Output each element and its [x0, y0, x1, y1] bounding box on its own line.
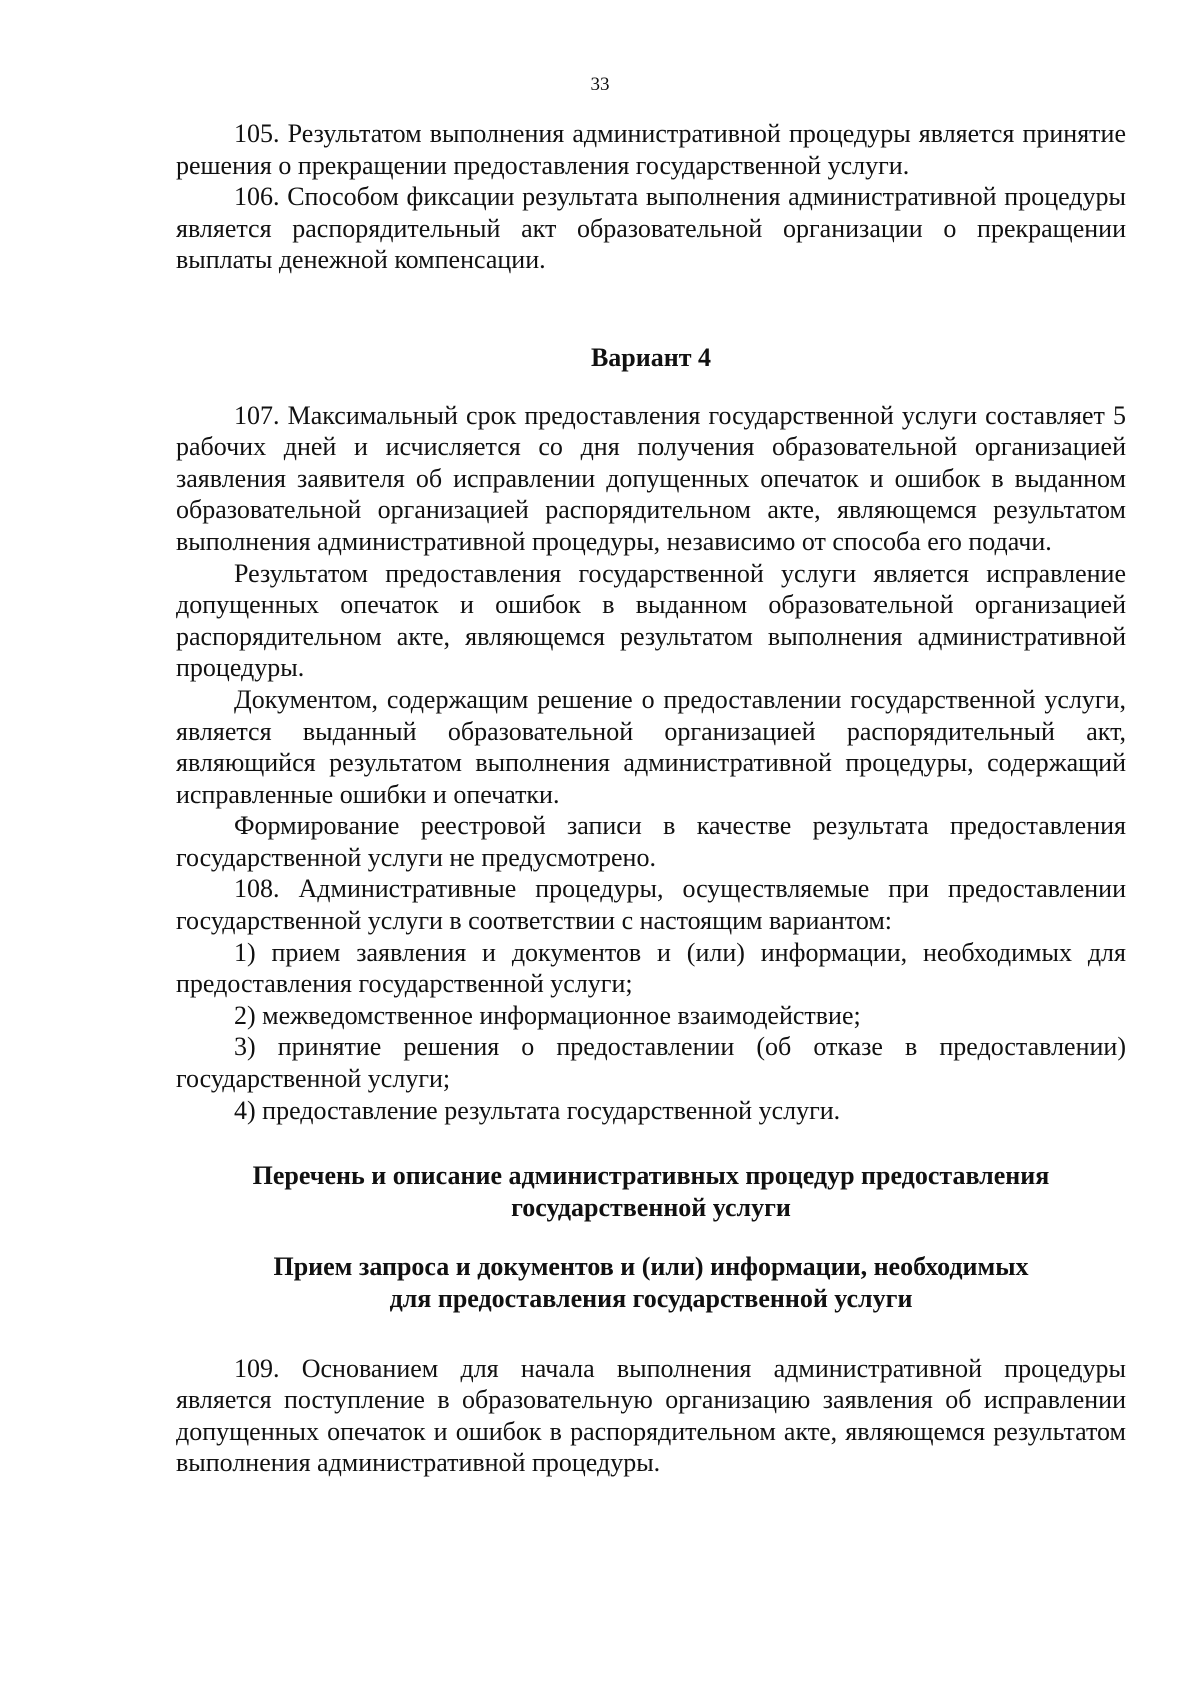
section-heading-procedures: [176, 1160, 1126, 1223]
paragraph-106: 106. Способом фиксации результата выполнения административной процедуры является распорядительный акт образовательной организации о прекращении выплаты денежной компенсации.: [176, 182, 1126, 275]
paragraph-105: 105. Результатом выполнения административной процедуры является принятие решения о прекращении предоставления государственной услуги.: [176, 119, 1126, 180]
paragraph-registry: Формирование реестровой записи в качестве результата предоставления государственной услуги не предусмотрено.: [176, 811, 1126, 872]
variant-heading: Вариант 4: [590, 342, 712, 372]
section-heading-reception: [176, 1251, 1126, 1314]
section-heading-procedures-line-2: государственной услуги: [511, 1192, 791, 1222]
paragraph-109: 109. Основанием для начала выполнения административной процедуры является поступление в образовательную организацию заявления об исправлении допущенных опечаток и ошибок в распорядительном акте, являющемся результатом выполнения административной процедуры.: [176, 1353, 1126, 1478]
paragraph-108: 108. Административные процедуры, осуществляемые при предоставлении государственной услуги в соответствии с настоящим вариантом:: [176, 874, 1126, 936]
document-body: [176, 118, 1126, 1479]
list-item-4: 4) предоставление результата государственной услуги.: [234, 1095, 841, 1125]
paragraph-document: Документом, содержащим решение о предоставлении государственной услуги, является выданный образовательной организацией распорядительный акт, являющийся результатом выполнения административной процедуры, содержащий исправленные ошибки и опечатки.: [176, 684, 1126, 809]
paragraph-107: 107. Максимальный срок предоставления государственной услуги составляет 5 рабочих дней и исчисляется со дня получения образовательной организацией заявления заявителя об исправлении допущенных опечаток и ошибок в выданном образовательной организацией распорядительном акте, являющемся результатом выполнения административной процедуры, независимо от способа его подачи.: [176, 400, 1126, 556]
list-item-2: 2) межведомственное информационное взаимодействие;: [234, 1000, 861, 1030]
section-heading-reception-line-2: для предоставления государственной услуги: [389, 1284, 913, 1313]
section-heading-procedures-line-1: Перечень и описание административных процедур предоставления: [252, 1161, 1050, 1191]
page-number: 33: [590, 74, 610, 95]
list-item-1: 1) прием заявления и документов и (или) информации, необходимых для предоставления государственной услуги;: [176, 937, 1126, 999]
section-heading-reception-line-1: Прием запроса и документов и (или) информации, необходимых: [273, 1252, 1029, 1282]
paragraph-result: Результатом предоставления государственной услуги является исправление допущенных опечаток и ошибок в выданном образовательной организацией распорядительном акте, являющемся результатом выполнения административной процедуры.: [176, 558, 1126, 683]
list-item-3: 3) принятие решения о предоставлении (об отказе в предоставлении) государственной услуги;: [176, 1032, 1126, 1094]
